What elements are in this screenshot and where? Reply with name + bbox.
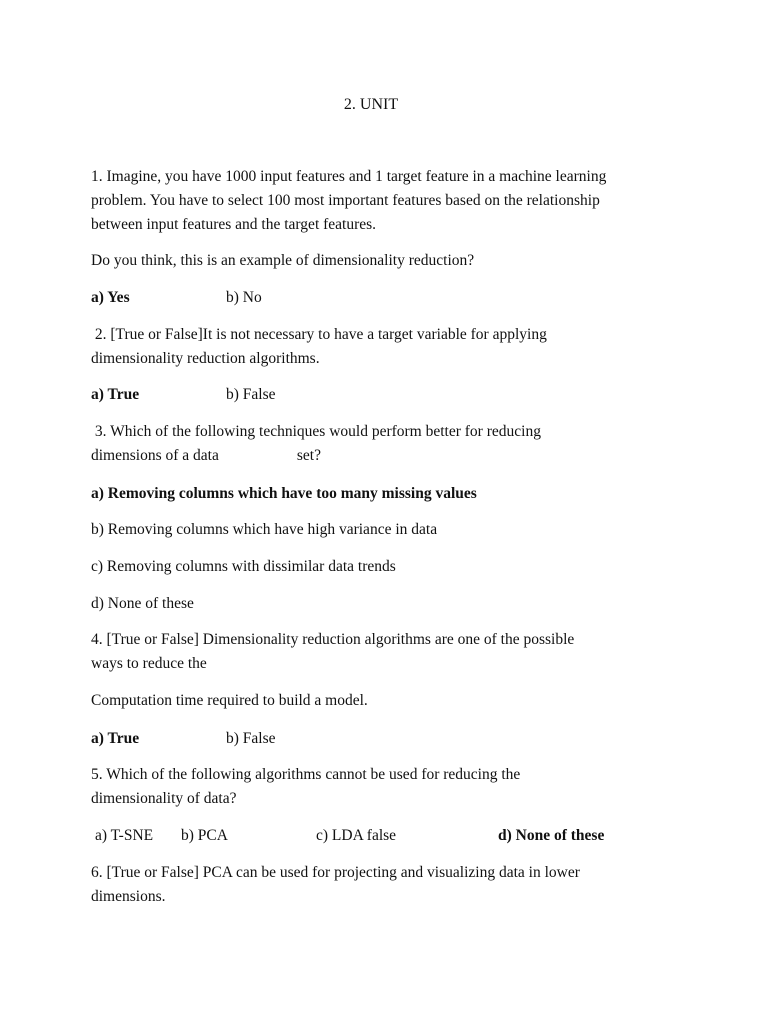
question-1-line: between input features and the target features. — [91, 216, 377, 233]
question-5-line: dimensionality of data? — [91, 790, 237, 807]
question-3-option-d: d) None of these — [91, 595, 194, 612]
question-4-line: 4. [True or False] Dimensionality reduction algorithms are one of the possible — [91, 631, 575, 648]
question-3-option-a: a) Removing columns which have too many missing values — [91, 485, 477, 502]
question-2-option-b: b) False — [226, 386, 276, 403]
question-6-line: dimensions. — [91, 888, 166, 905]
question-4-option-a: a) True — [91, 730, 140, 747]
question-3-line-part: dimensions of a data — [91, 447, 219, 464]
question-3-line: 3. Which of the following techniques would perform better for reducing — [91, 423, 541, 440]
question-2-line: 2. [True or False]It is not necessary to have a target variable for applying — [91, 326, 547, 343]
question-2-text — [91, 323, 691, 371]
question-2-line: dimensionality reduction algorithms. — [91, 350, 320, 367]
question-3-line — [91, 444, 691, 468]
question-6-text — [91, 861, 691, 909]
question-3-option-b: b) Removing columns which have high variance in data — [91, 521, 438, 538]
question-5-option-c: c) LDA false — [316, 827, 397, 844]
question-1-option-b: b) No — [226, 289, 262, 306]
question-1-line: 1. Imagine, you have 1000 input features and 1 target feature in a machine learning — [91, 168, 607, 185]
question-4-line: ways to reduce the — [91, 655, 207, 672]
question-5-text — [91, 763, 691, 811]
question-5-option-b: b) PCA — [181, 827, 228, 844]
question-5-option-d: d) None of these — [498, 827, 605, 844]
question-5-line: 5. Which of the following algorithms cannot be used for reducing the — [91, 766, 521, 783]
question-1-line: problem. You have to select 100 most important features based on the relationship — [91, 192, 600, 209]
question-2-option-a: a) True — [91, 386, 140, 403]
question-3-text — [91, 420, 691, 468]
question-3-option-c: c) Removing columns with dissimilar data trends — [91, 558, 396, 575]
question-1-follow-up: Do you think, this is an example of dimensionality reduction? — [91, 252, 475, 269]
question-6-line: 6. [True or False] PCA can be used for projecting and visualizing data in lower — [91, 864, 580, 881]
question-1-text — [91, 165, 691, 237]
question-4-follow-up: Computation time required to build a model. — [91, 692, 368, 709]
question-5-option-a: a) T-SNE — [95, 827, 154, 844]
question-4-option-b: b) False — [226, 730, 276, 747]
question-3-line-part: set? — [296, 447, 321, 464]
question-4-text — [91, 628, 691, 676]
unit-heading: 2. UNIT — [343, 96, 399, 113]
question-1-option-a: a) Yes — [91, 289, 130, 306]
